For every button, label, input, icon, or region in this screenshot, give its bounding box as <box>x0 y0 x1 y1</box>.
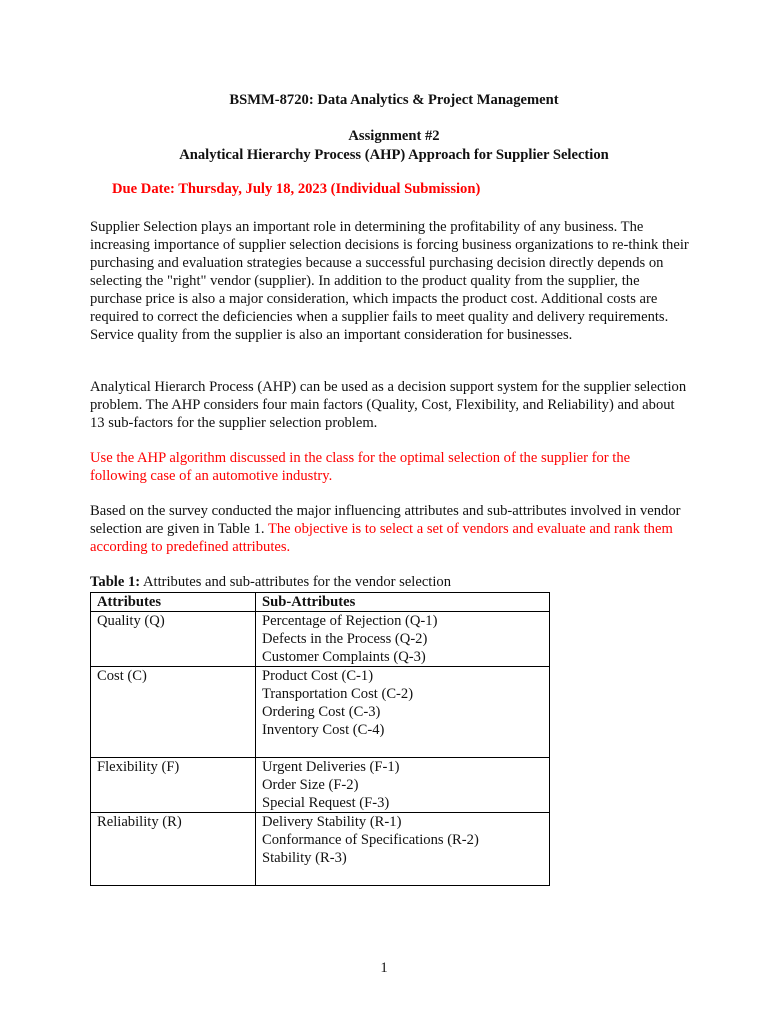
sub-attribute: Conformance of Specifications (R-2) <box>262 832 479 848</box>
survey-paragraph <box>90 502 690 556</box>
attributes-table <box>90 592 550 886</box>
sub-attribute: Inventory Cost (C-4) <box>262 722 385 738</box>
sub-attribute: Stability (R-3) <box>262 850 347 866</box>
spacer <box>262 739 543 757</box>
sub-attribute: Delivery Stability (R-1) <box>262 814 402 830</box>
instruction-paragraph: Use the AHP algorithm discussed in the class for the optimal selection of the supplier for the following case of an automotive industry. <box>90 450 631 484</box>
sub-attributes-cell <box>256 813 550 886</box>
table-caption-label: Table 1: <box>90 574 141 590</box>
assignment-subtitle: Analytical Hierarchy Process (AHP) Approach for Supplier Selection <box>179 147 609 163</box>
table-row <box>91 758 550 813</box>
sub-attribute: Ordering Cost (C-3) <box>262 704 381 720</box>
header-attributes: Attributes <box>91 593 256 612</box>
table-row <box>91 813 550 886</box>
attribute-cell: Quality (Q) <box>91 612 256 667</box>
sub-attribute: Transportation Cost (C-2) <box>262 686 414 702</box>
spacer <box>262 867 543 885</box>
objective-text: The objective is to select a set of vendors and evaluate and rank them according to predefined attributes. <box>90 521 673 555</box>
survey-text: Based on the survey conducted the major influencing attributes and sub-attributes involved in vendor selection are given in Table 1. <box>90 503 681 537</box>
table-row <box>91 667 550 758</box>
attribute-cell: Flexibility (F) <box>91 758 256 813</box>
sub-attribute: Product Cost (C-1) <box>262 668 374 684</box>
sub-attribute: Urgent Deliveries (F-1) <box>262 759 400 775</box>
table-caption-text: Attributes and sub-attributes for the vendor selection <box>140 574 452 590</box>
attribute-cell: Reliability (R) <box>91 813 256 886</box>
sub-attribute: Percentage of Rejection (Q-1) <box>262 613 438 629</box>
attribute-cell: Cost (C) <box>91 667 256 758</box>
sub-attribute: Special Request (F-3) <box>262 795 390 811</box>
table-header-row <box>91 593 550 612</box>
table-caption <box>90 574 451 591</box>
page-number: 1 <box>380 960 388 976</box>
intro-paragraph: Supplier Selection plays an important role in determining the profitability of any business. The increasing importance of supplier selection decisions is forcing business organizations to re-think their purchasing and evaluation strategies because a successful purchasing decision directly depends on selecting the "right" vendor (supplier). In addition to the product quality from the supplier, the purchase price is also a major consideration, which impacts the product cost. Additional costs are required to correct the deficiencies when a supplier fails to meet quality and delivery requirements. Service quality from the supplier is also an important consideration for businesses. <box>90 219 689 343</box>
sub-attribute: Defects in the Process (Q-2) <box>262 631 428 647</box>
sub-attribute: Order Size (F-2) <box>262 777 359 793</box>
sub-attribute: Customer Complaints (Q-3) <box>262 649 426 665</box>
table-row <box>91 612 550 667</box>
sub-attributes-cell <box>256 667 550 758</box>
header-sub-attributes: Sub-Attributes <box>256 593 550 612</box>
ahp-paragraph: Analytical Hierarch Process (AHP) can be used as a decision support system for the supplier selection problem. The AHP considers four main factors (Quality, Cost, Flexibility, and Reliability) and about 13 sub-factors for the supplier selection problem. <box>90 379 687 431</box>
course-title: BSMM-8720: Data Analytics & Project Management <box>229 92 559 108</box>
due-date: Due Date: Thursday, July 18, 2023 (Individual Submission) <box>112 181 481 197</box>
sub-attributes-cell <box>256 758 550 813</box>
sub-attributes-cell <box>256 612 550 667</box>
assignment-number: Assignment #2 <box>348 128 440 144</box>
